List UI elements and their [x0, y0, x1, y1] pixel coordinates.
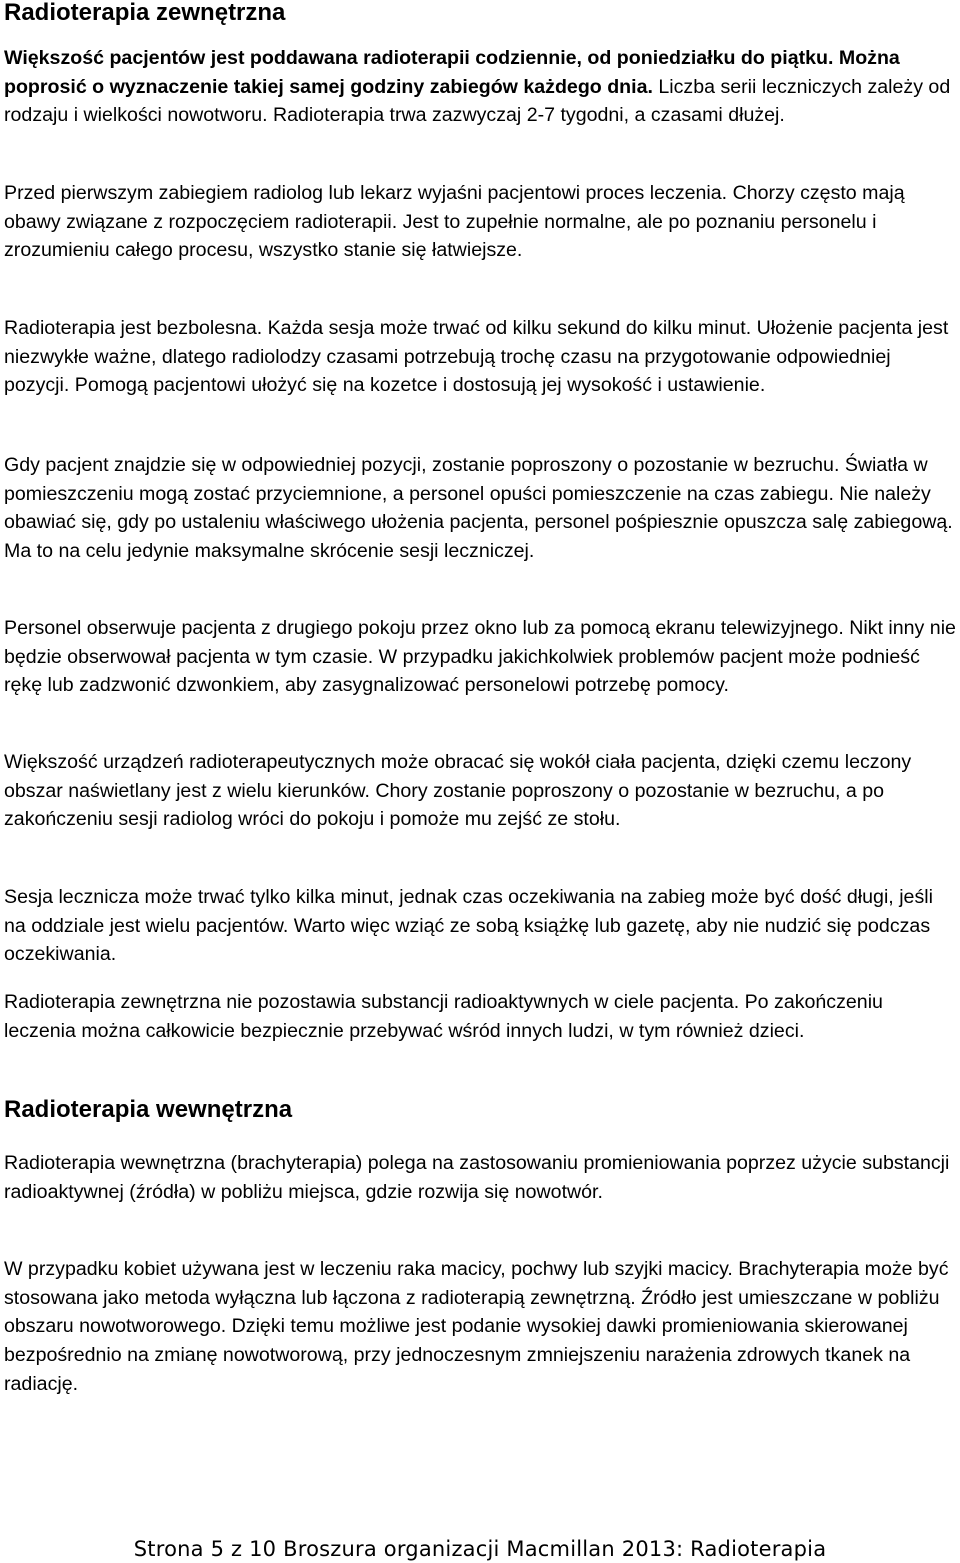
paragraph-external-5: Personel obserwuje pacjenta z drugiego pokoju przez okno lub za pomocą ekranu telewizyjnego. Nikt inny nie będzie obserwował pacjenta w tym czasie. W przypadku jakichkolwiek problemów pacjent może podnieść rękę lub zadzwonić dzwonkiem, aby zasygnalizować personelowi potrzebę pomocy.: [4, 617, 956, 697]
paragraph-external-6: Większość urządzeń radioterapeutycznych może obracać się wokół ciała pacjenta, dzięki czemu leczony obszar naświetlany jest z wielu kierunków. Chory zostanie poproszony o pozostanie w bezruchu, a po zakończeniu sesji radiolog wróci do pokoju i pomoże mu zejść ze stołu.: [4, 751, 912, 831]
section-heading-internal: Radioterapia wewnętrzna: [4, 1096, 293, 1123]
paragraph-external-1-text: Liczba serii leczniczych zależy od rodzaju i wielkości nowotworu. Radioterapia trwa zazwyczaj 2-7 tygodni, a czasami dłużej.: [4, 75, 951, 127]
paragraph-external-3: Radioterapia jest bezbolesna. Każda sesja może trwać od kilku sekund do kilku minut. Ułożenie pacjenta jest niezwykłe ważne, dlatego radiolodzy czasami potrzebują trochę czasu na przygotowanie odpowiedniej pozycji. Pomogą pacjentowi ułożyć się na kozetce i dostosują jej wysokość i ustawienie.: [4, 317, 949, 397]
paragraph-external-4: Gdy pacjent znajdzie się w odpowiedniej pozycji, zostanie poproszony o pozostanie w bezruchu. Światła w pomieszczeniu mogą zostać przyciemnione, a personel opuści pomieszczenie na czas zabiegu. Nie należy obawiać się, gdy po ustaleniu właściwego ułożenia pacjenta, personel pośpiesznie opuszcza salę zabiegową. Ma to na celu jedynie maksymalne skrócenie sesji leczniczej.: [4, 454, 953, 563]
paragraph-internal-1: Radioterapia wewnętrzna (brachyterapia) polega na zastosowaniu promieniowania poprzez użycie substancji radioaktywnej (źródła) w pobliżu miejsca, gdzie rozwija się nowotwór.: [4, 1152, 950, 1203]
paragraph-external-1-bold: Większość pacjentów jest poddawana radioterapii codziennie, od poniedziałku do piątku. Można poprosić o wyznaczenie takiej samej godziny zabiegów każdego dnia.: [4, 47, 900, 98]
paragraph-internal-2: W przypadku kobiet używana jest w leczeniu raka macicy, pochwy lub szyjki macicy. Brachyterapia może być stosowana jako metoda wyłączna lub łączona z radioterapią zewnętrzną. Źródło jest umieszczane w pobliżu obszaru nowotworowego. Dzięki temu możliwe jest podanie wysokiej dawki promieniowania skierowanej bezpośrednio na zmianę nowotworową, przy jednoczesnym zmniejszeniu narażenia zdrowych tkanek na radiację.: [4, 1258, 949, 1395]
paragraph-external-2: Przed pierwszym zabiegiem radiolog lub lekarz wyjaśni pacjentowi proces leczenia. Chorzy często mają obawy związane z rozpoczęciem radioterapii. Jest to zupełnie normalne, ale po poznaniu personelu i zrozumieniu całego procesu, wszystko stanie się łatwiejsze.: [4, 182, 905, 262]
page-footer: Strona 5 z 10 Broszura organizacji Macmillan 2013: Radioterapia: [133, 1537, 827, 1561]
section-heading-external: Radioterapia zewnętrzna: [4, 0, 286, 26]
paragraph-external-1: [4, 44, 956, 130]
paragraph-external-7: Sesja lecznicza może trwać tylko kilka minut, jednak czas oczekiwania na zabieg może być dość długi, jeśli na oddziale jest wielu pacjentów. Warto więc wziąć ze sobą książkę lub gazetę, aby nie nudzić się podczas oczekiwania.: [4, 886, 933, 966]
paragraph-external-8: Radioterapia zewnętrzna nie pozostawia substancji radioaktywnych w ciele pacjenta. Po zakończeniu leczenia można całkowicie bezpiecznie przebywać wśród innych ludzi, w tym również dzieci.: [4, 991, 883, 1042]
